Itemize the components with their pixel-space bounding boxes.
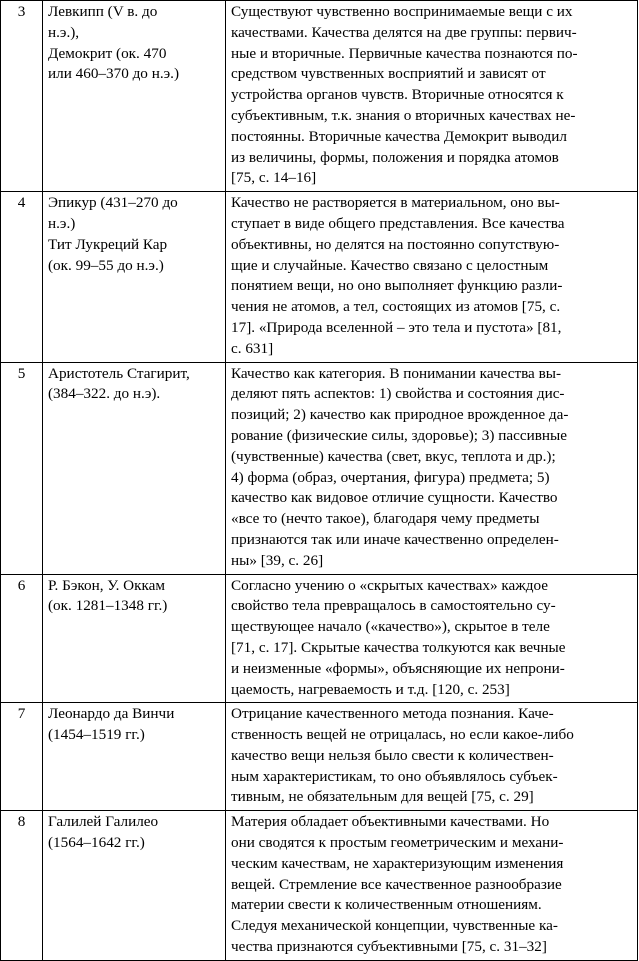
author-cell: Аристотель Стагирит, (384–322. до н.э).	[43, 362, 226, 574]
description-cell: Отрицание качественного метода познания. Каче- ственность вещей не отрицалась, но если какое-либо качество вещи нельзя было свести к количествен- ным характеристикам, то оно объявлялось субъек- тивным, не обязательным для вещей [75, с. 29]	[226, 703, 638, 811]
table-row	[1, 574, 638, 703]
table-row	[1, 703, 638, 811]
row-number: 3	[1, 1, 43, 192]
row-number: 8	[1, 811, 43, 961]
author-cell: Галилей Галилео (1564–1642 гг.)	[43, 811, 226, 961]
row-number: 7	[1, 703, 43, 811]
row-number: 5	[1, 362, 43, 574]
author-cell: Р. Бэкон, У. Оккам (ок. 1281–1348 гг.)	[43, 574, 226, 703]
description-cell: Качество не растворяется в материальном, оно вы- ступает в виде общего представления. Все качества объективны, но делятся на постоянно сопутствую- щие и случайные. Качество связано с целостным понятием вещи, но оно выполняет функцию разли- чения не атомов, а тел, состоящих из атомов [75, с. 17]. «Природа вселенной – это тела и пустота» [81, с. 631]	[226, 192, 638, 362]
row-number: 6	[1, 574, 43, 703]
description-cell: Материя обладает объективными качествами. Но они сводятся к простым геометрическим и механи- ческим качествам, не характеризующим изменения вещей. Стремление все качественное разнообразие материи свести к количественным отношениям. Следуя механической концепции, чувственные ка- чества признаются субъективными [75, с. 31–32]	[226, 811, 638, 961]
description-cell: Качество как категория. В понимании качества вы- деляют пять аспектов: 1) свойства и состояния дис- позиций; 2) качество как природное врожденное да- рование (физические силы, здоровье); 3) пассивные (чувственные) качества (свет, вкус, теплота и др.); 4) форма (образ, очертания, фигура) предмета; 5) качество как видовое отличие сущности. Качество «все то (нечто такое), благодаря чему предметы признаются так или иначе качественно определен- ны» [39, с. 26]	[226, 362, 638, 574]
table-row	[1, 1, 638, 192]
row-number: 4	[1, 192, 43, 362]
table-row	[1, 192, 638, 362]
table-row	[1, 362, 638, 574]
author-cell: Левкипп (V в. до н.э.), Демокрит (ок. 470 или 460–370 до н.э.)	[43, 1, 226, 192]
author-cell: Леонардо да Винчи (1454–1519 гг.)	[43, 703, 226, 811]
description-cell: Существуют чувственно воспринимаемые вещи с их качествами. Качества делятся на две группы: первич- ные и вторичные. Первичные качества познаются по- средством чувственных восприятий и зависят от устройства органов чувств. Вторичные относятся к субъективным, т.к. знания о вторичных качествах не- постоянны. Вторичные качества Демокрит выводил из величины, формы, положения и порядка атомов [75, с. 14–16]	[226, 1, 638, 192]
table-row	[1, 811, 638, 961]
author-cell: Эпикур (431–270 до н.э.) Тит Лукреций Кар (ок. 99–55 до н.э.)	[43, 192, 226, 362]
description-cell: Согласно учению о «скрытых качествах» каждое свойство тела превращалось в самостоятельно су- ществующее начало («качество»), скрытое в теле [71, с. 17]. Скрытые качества толкуются как вечные и неизменные «формы», объясняющие их непрони- цаемость, нагреваемость и т.д. [120, с. 253]	[226, 574, 638, 703]
